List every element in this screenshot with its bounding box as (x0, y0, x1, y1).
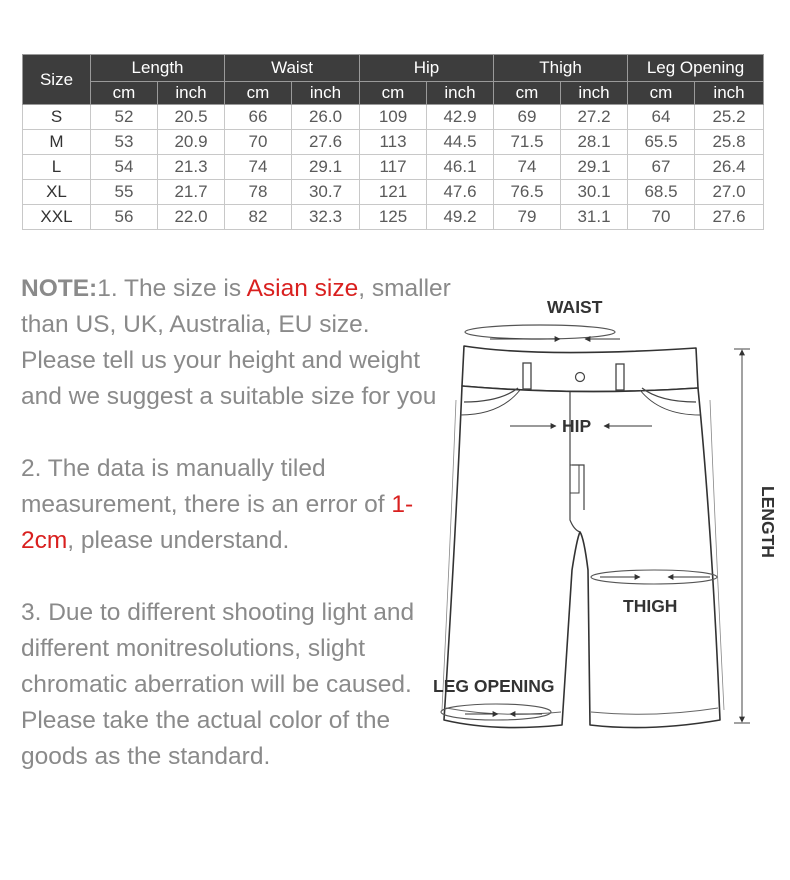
note-2-highlight: 1-2cm (21, 491, 414, 554)
measurement-cell: 27.6 (695, 205, 764, 230)
measurement-cell: 55 (91, 180, 158, 205)
measurement-cell: 29.1 (292, 155, 360, 180)
measurement-cell: 64 (628, 105, 695, 130)
measurement-cell: 26.4 (695, 155, 764, 180)
measurement-cell: 27.2 (561, 105, 628, 130)
unit-header: inch (427, 82, 494, 105)
measurement-cell: 82 (225, 205, 292, 230)
measurement-cell: 29.1 (561, 155, 628, 180)
measurement-cell: 30.1 (561, 180, 628, 205)
measurement-cell: 53 (91, 130, 158, 155)
measurement-cell: 56 (91, 205, 158, 230)
waist-label: WAIST (547, 297, 603, 317)
measurement-cell: 22.0 (158, 205, 225, 230)
group-header-leg-opening: Leg Opening (628, 55, 764, 82)
size-chart-body (23, 105, 764, 230)
measurement-cell: 66 (225, 105, 292, 130)
note-1 (21, 271, 451, 415)
note-3: 3. Due to different shooting light and different monitresolutions, slight chromatic aberration will be caused. Please take the actual color of the goods as the standard. (21, 599, 415, 770)
unit-header: cm (494, 82, 561, 105)
unit-header: cm (360, 82, 427, 105)
shorts-measurement-diagram (420, 280, 790, 750)
measurement-cell: 52 (91, 105, 158, 130)
table-row (23, 105, 764, 130)
measurement-cell: 25.8 (695, 130, 764, 155)
measurement-cell: 76.5 (494, 180, 561, 205)
table-row (23, 155, 764, 180)
note-lead: NOTE: (21, 275, 98, 302)
group-header-hip: Hip (360, 55, 494, 82)
size-cell: XXL (23, 205, 91, 230)
measurement-cell: 74 (494, 155, 561, 180)
measurement-cell: 70 (628, 205, 695, 230)
measurement-cell: 70 (225, 130, 292, 155)
leg-opening-label: LEG OPENING (433, 676, 555, 696)
measurement-cell: 21.3 (158, 155, 225, 180)
group-header-length: Length (91, 55, 225, 82)
measurement-cell: 117 (360, 155, 427, 180)
measurement-cell: 109 (360, 105, 427, 130)
size-cell: S (23, 105, 91, 130)
measurement-cell: 54 (91, 155, 158, 180)
measurement-cell: 28.1 (561, 130, 628, 155)
note-1-highlight: Asian size (246, 275, 359, 302)
table-row (23, 205, 764, 230)
size-header: Size (23, 55, 91, 105)
measurement-cell: 121 (360, 180, 427, 205)
group-header-thigh: Thigh (494, 55, 628, 82)
measurement-cell: 69 (494, 105, 561, 130)
unit-header: inch (292, 82, 360, 105)
shorts-outline (444, 346, 720, 728)
size-cell: M (23, 130, 91, 155)
measurement-cell: 25.2 (695, 105, 764, 130)
measurement-cell: 20.9 (158, 130, 225, 155)
measurement-cell: 21.7 (158, 180, 225, 205)
measurement-cell: 79 (494, 205, 561, 230)
measurement-cell: 71.5 (494, 130, 561, 155)
measurement-cell: 67 (628, 155, 695, 180)
measurement-cell: 27.0 (695, 180, 764, 205)
hip-label: HIP (562, 416, 592, 436)
notes-section (21, 271, 451, 811)
unit-header: inch (695, 82, 764, 105)
unit-header: cm (225, 82, 292, 105)
measurement-cell: 46.1 (427, 155, 494, 180)
note-2-text-b: , please understand. (67, 527, 290, 554)
size-cell: XL (23, 180, 91, 205)
measurement-cell: 74 (225, 155, 292, 180)
measurement-cell: 44.5 (427, 130, 494, 155)
note-1-text-b: , smaller than US, UK, Australia, EU size. Please tell us your height and weight and we suggest a suitable size for you (21, 275, 451, 410)
unit-header: inch (158, 82, 225, 105)
waist-measure-ellipse (465, 325, 615, 339)
measurement-cell: 125 (360, 205, 427, 230)
unit-header: inch (561, 82, 628, 105)
note-1-text-a: 1. The size is (97, 275, 247, 302)
note-2-text-a: 2. The data is manually tiled measurement, there is an error of (21, 455, 392, 518)
measurement-cell: 42.9 (427, 105, 494, 130)
note-2 (21, 451, 451, 559)
measurement-cell: 47.6 (427, 180, 494, 205)
table-row (23, 180, 764, 205)
measurement-cell: 31.1 (561, 205, 628, 230)
size-chart-table (22, 54, 764, 230)
measurement-cell: 49.2 (427, 205, 494, 230)
measurement-cell: 65.5 (628, 130, 695, 155)
unit-header: cm (91, 82, 158, 105)
measurement-cell: 30.7 (292, 180, 360, 205)
measurement-cell: 78 (225, 180, 292, 205)
size-cell: L (23, 155, 91, 180)
measurement-cell: 32.3 (292, 205, 360, 230)
group-header-waist: Waist (225, 55, 360, 82)
thigh-label: THIGH (623, 596, 678, 616)
length-label: LENGTH (758, 486, 778, 558)
measurement-cell: 113 (360, 130, 427, 155)
measurement-cell: 68.5 (628, 180, 695, 205)
measurement-cell: 20.5 (158, 105, 225, 130)
table-row (23, 130, 764, 155)
unit-header: cm (628, 82, 695, 105)
measurement-cell: 26.0 (292, 105, 360, 130)
measurement-cell: 27.6 (292, 130, 360, 155)
